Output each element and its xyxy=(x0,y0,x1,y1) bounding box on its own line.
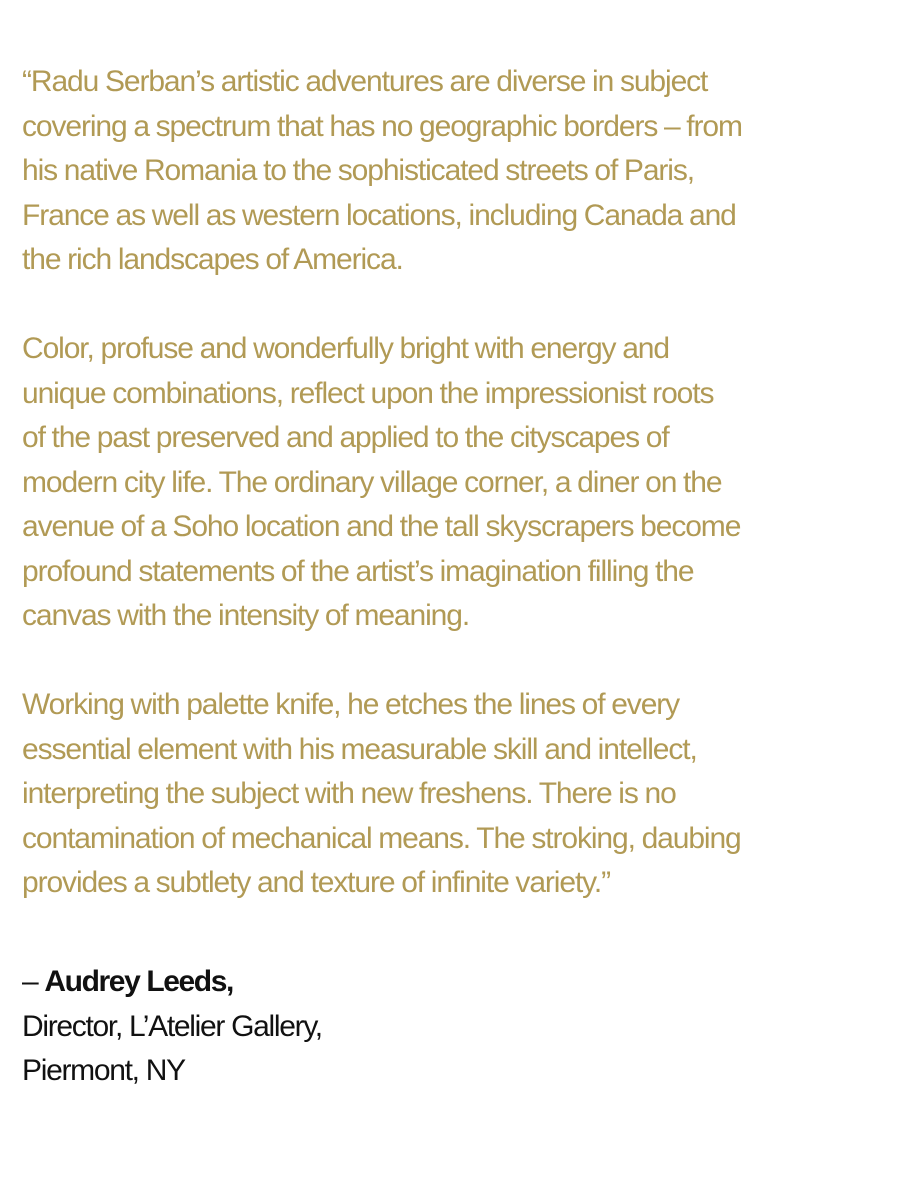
quote-attribution xyxy=(22,960,322,1094)
quote-line: avenue of a Soho location and the tall skyscrapers become xyxy=(22,510,741,543)
quote-paragraph-3 xyxy=(22,683,882,906)
author-location: Piermont, NY xyxy=(22,1054,185,1087)
quote-line: the rich landscapes of America. xyxy=(22,243,403,276)
attribution-name-line xyxy=(22,960,322,1005)
quote-line: covering a spectrum that has no geographic borders – from xyxy=(22,109,742,143)
quote-line: Color, profuse and wonderfully bright with energy and xyxy=(22,332,669,365)
author-name: Audrey Leeds, xyxy=(44,965,233,998)
quote-line: Working with palette knife, he etches the lines of every xyxy=(22,688,680,721)
quote-line: profound statements of the artist’s imagination filling the xyxy=(22,554,694,588)
quote-line: his native Romania to the sophisticated streets of Paris, xyxy=(22,154,695,187)
quote-line: of the past preserved and applied to the cityscapes of xyxy=(22,421,669,454)
quote-paragraph-1 xyxy=(22,60,882,283)
attribution-dash: – xyxy=(22,965,45,998)
quote-line: interpreting the subject with new freshens. There is no xyxy=(22,777,676,810)
quote-line: contamination of mechanical means. The stroking, daubing xyxy=(22,821,741,855)
quote-line: essential element with his measurable skill and intellect, xyxy=(22,732,697,766)
author-title: Director, L’Atelier Gallery, xyxy=(22,1009,322,1043)
quote-line: modern city life. The ordinary village corner, a diner on the xyxy=(22,465,722,499)
quote-line: unique combinations, reflect upon the impressionist roots xyxy=(22,376,714,410)
quote-line: France as well as western locations, including Canada and xyxy=(22,198,736,232)
quote-line: “Radu Serban’s artistic adventures are diverse in subject xyxy=(22,65,708,98)
quote-line: provides a subtlety and texture of infinite variety.” xyxy=(22,866,610,899)
testimonial-quote xyxy=(22,60,882,906)
quote-paragraph-2 xyxy=(22,327,882,639)
quote-line: canvas with the intensity of meaning. xyxy=(22,599,470,632)
